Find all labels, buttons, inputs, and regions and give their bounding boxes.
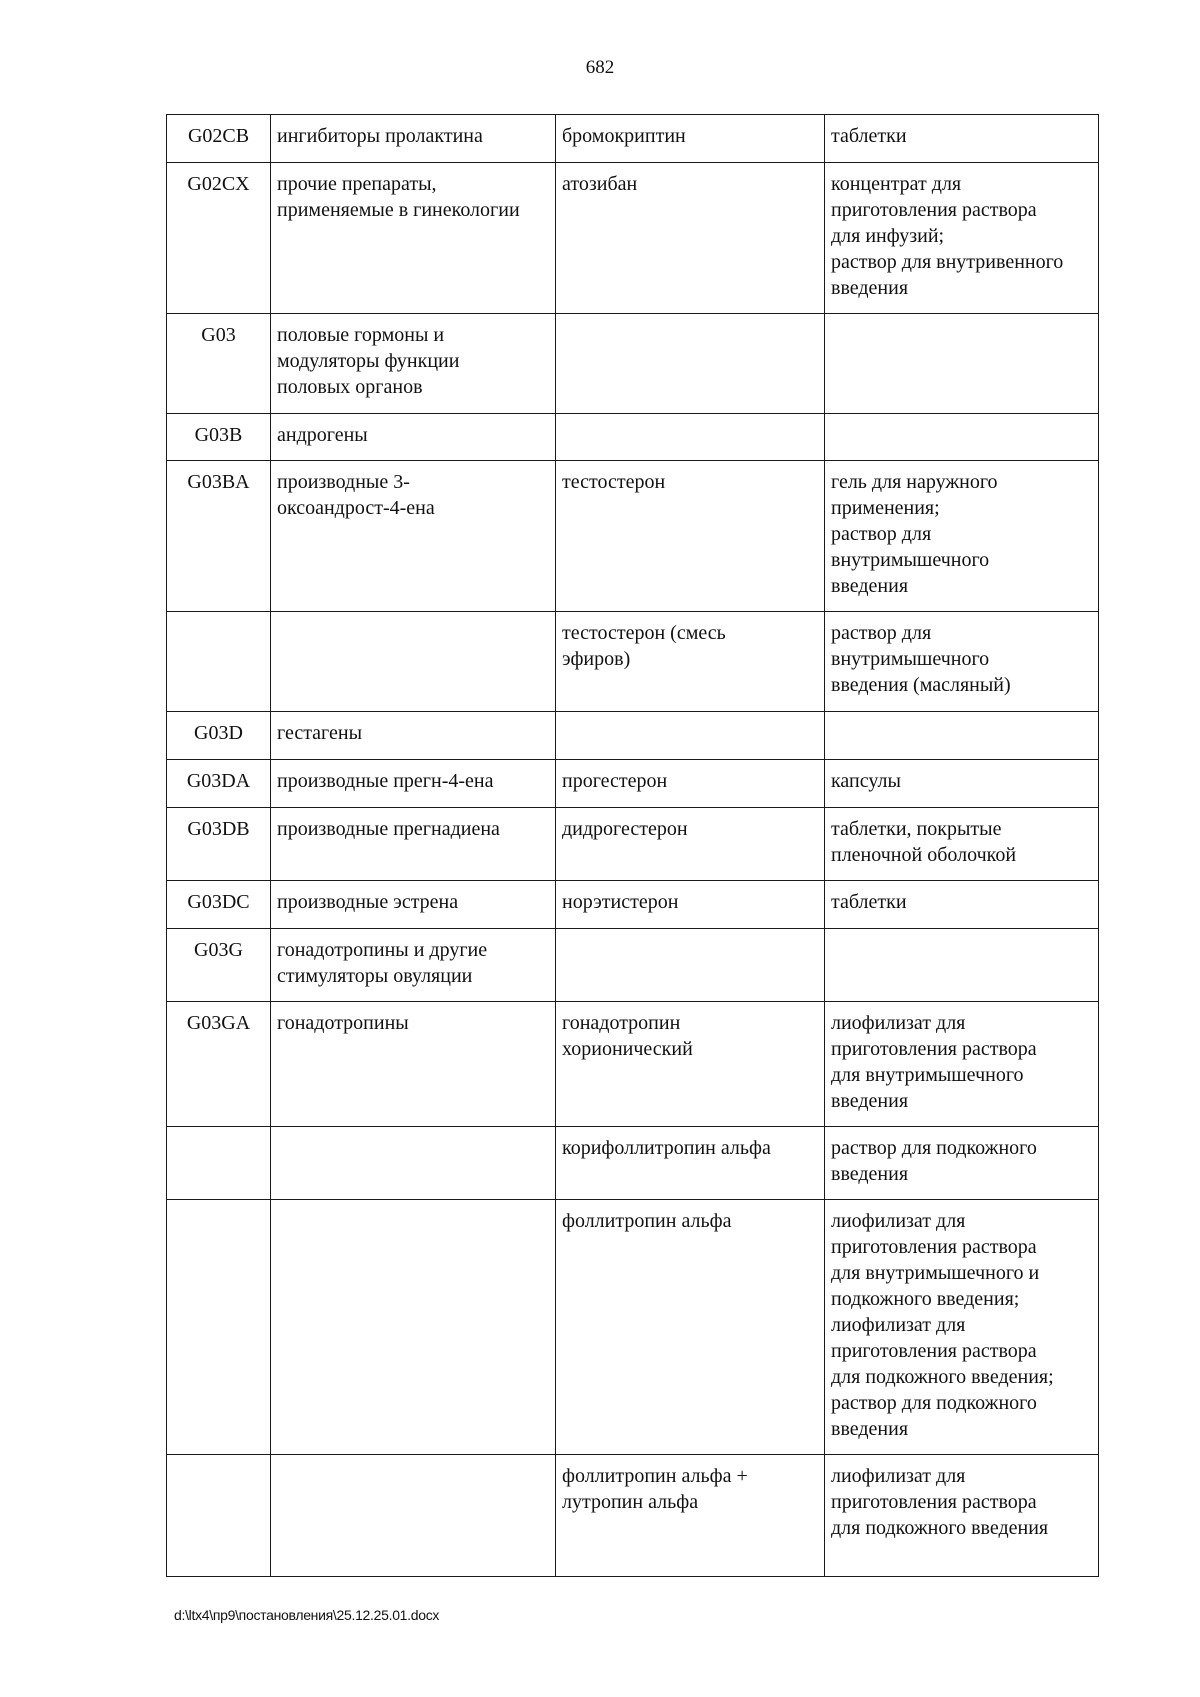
table-row bbox=[167, 1455, 1099, 1577]
drug-name-cell: бромокриптин bbox=[556, 115, 825, 163]
atc-code-cell: G03DA bbox=[167, 760, 271, 808]
dosage-form-cell: лиофилизат для приготовления раствора для внутримышечного и подкожного введения; лиофилизат для приготовления раствора для подкожного введения; раствор для подкожного введения bbox=[825, 1200, 1099, 1455]
group-name-cell bbox=[271, 1200, 556, 1455]
atc-code-cell bbox=[167, 1455, 271, 1577]
table-row bbox=[167, 760, 1099, 808]
group-name-cell: производные прегнадиена bbox=[271, 808, 556, 881]
drug-name-cell: корифоллитропин альфа bbox=[556, 1127, 825, 1200]
dosage-form-cell: капсулы bbox=[825, 760, 1099, 808]
table-row bbox=[167, 314, 1099, 414]
dosage-form-cell: раствор для внутримышечного введения (масляный) bbox=[825, 612, 1099, 712]
drug-name-cell: дидрогестерон bbox=[556, 808, 825, 881]
drug-name-cell: атозибан bbox=[556, 163, 825, 314]
table-row bbox=[167, 115, 1099, 163]
drug-name-cell: тестостерон bbox=[556, 461, 825, 612]
group-name-cell: гонадотропины и другие стимуляторы овуляции bbox=[271, 929, 556, 1002]
group-name-cell bbox=[271, 1455, 556, 1577]
group-name-cell: андрогены bbox=[271, 414, 556, 461]
atc-code-cell: G03G bbox=[167, 929, 271, 1002]
table-row bbox=[167, 712, 1099, 760]
drug-name-cell: фоллитропин альфа + лутропин альфа bbox=[556, 1455, 825, 1577]
group-name-cell: ингибиторы пролактина bbox=[271, 115, 556, 163]
table-row bbox=[167, 881, 1099, 929]
group-name-cell: прочие препараты, применяемые в гинекологии bbox=[271, 163, 556, 314]
dosage-form-cell bbox=[825, 314, 1099, 414]
atc-code-cell: G03 bbox=[167, 314, 271, 414]
dosage-form-cell: лиофилизат для приготовления раствора для внутримышечного введения bbox=[825, 1002, 1099, 1127]
drug-name-cell bbox=[556, 414, 825, 461]
dosage-form-cell: таблетки bbox=[825, 881, 1099, 929]
table-row bbox=[167, 414, 1099, 461]
dosage-form-cell bbox=[825, 414, 1099, 461]
dosage-form-cell bbox=[825, 712, 1099, 760]
atc-code-cell bbox=[167, 1127, 271, 1200]
dosage-form-cell bbox=[825, 929, 1099, 1002]
drug-name-cell: гонадотропин хорионический bbox=[556, 1002, 825, 1127]
group-name-cell bbox=[271, 612, 556, 712]
atc-code-cell: G02CX bbox=[167, 163, 271, 314]
table-row bbox=[167, 1127, 1099, 1200]
group-name-cell: гонадотропины bbox=[271, 1002, 556, 1127]
drug-name-cell bbox=[556, 314, 825, 414]
drug-name-cell: норэтистерон bbox=[556, 881, 825, 929]
atc-code-cell: G03DB bbox=[167, 808, 271, 881]
group-name-cell: производные прегн-4-ена bbox=[271, 760, 556, 808]
dosage-form-cell: лиофилизат для приготовления раствора для подкожного введения bbox=[825, 1455, 1099, 1577]
drug-name-cell bbox=[556, 929, 825, 1002]
group-name-cell bbox=[271, 1127, 556, 1200]
dosage-form-cell: раствор для подкожного введения bbox=[825, 1127, 1099, 1200]
table-row bbox=[167, 929, 1099, 1002]
table-row bbox=[167, 1200, 1099, 1455]
atc-code-cell: G03GA bbox=[167, 1002, 271, 1127]
table-row bbox=[167, 808, 1099, 881]
atc-code-cell bbox=[167, 1200, 271, 1455]
atc-code-cell: G03B bbox=[167, 414, 271, 461]
page-number: 682 bbox=[585, 57, 615, 78]
group-name-cell: половые гормоны и модуляторы функции половых органов bbox=[271, 314, 556, 414]
table-row bbox=[167, 163, 1099, 314]
group-name-cell: гестагены bbox=[271, 712, 556, 760]
footer-file-path: d:\ltx4\пр9\постановления\25.12.25.01.docx bbox=[174, 1607, 440, 1623]
group-name-cell: производные 3- оксоандрост-4-ена bbox=[271, 461, 556, 612]
dosage-form-cell: концентрат для приготовления раствора для инфузий; раствор для внутривенного введения bbox=[825, 163, 1099, 314]
drug-name-cell: прогестерон bbox=[556, 760, 825, 808]
drug-name-cell: фоллитропин альфа bbox=[556, 1200, 825, 1455]
dosage-form-cell: гель для наружного применения; раствор для внутримышечного введения bbox=[825, 461, 1099, 612]
table-row bbox=[167, 461, 1099, 612]
atc-code-cell bbox=[167, 612, 271, 712]
atc-code-cell: G03BA bbox=[167, 461, 271, 612]
dosage-form-cell: таблетки, покрытые пленочной оболочкой bbox=[825, 808, 1099, 881]
atc-code-cell: G02CB bbox=[167, 115, 271, 163]
dosage-form-cell: таблетки bbox=[825, 115, 1099, 163]
table-row bbox=[167, 1002, 1099, 1127]
table-row bbox=[167, 612, 1099, 712]
atc-code-cell: G03DC bbox=[167, 881, 271, 929]
atc-code-cell: G03D bbox=[167, 712, 271, 760]
drug-table bbox=[166, 114, 1099, 1577]
group-name-cell: производные эстрена bbox=[271, 881, 556, 929]
drug-name-cell: тестостерон (смесь эфиров) bbox=[556, 612, 825, 712]
drug-name-cell bbox=[556, 712, 825, 760]
